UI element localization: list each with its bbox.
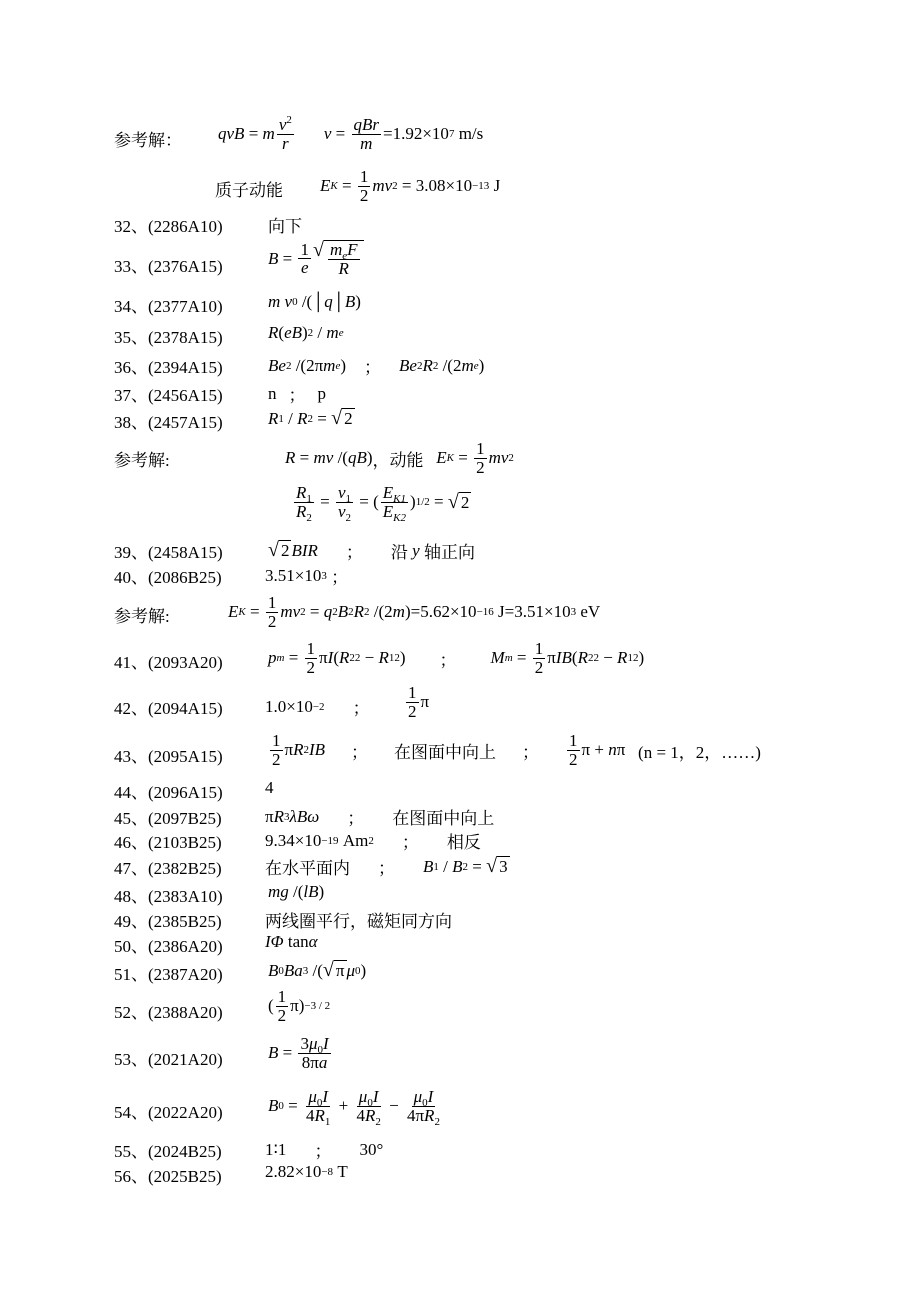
v-value: =1.92×10 xyxy=(383,124,449,144)
proton-ke-label: 质子动能 xyxy=(215,181,283,200)
item-label: 43、(2095A15) xyxy=(114,747,223,766)
formula-ratio: $\frac{R_1}{R_2}$ = $\frac{v_1}{v_2}$ = ( $\frac{E_{K1}}{E_{K2}}$ ) 1/2 = √ 2 xyxy=(296,483,470,524)
item-label: 42、(2094A15) xyxy=(114,699,223,718)
formula-ek: E K = $\frac{1}{2}$ mv 2 = 3.08×10 −13 J xyxy=(320,167,501,205)
item-label: 46、(2103B25) xyxy=(114,833,222,852)
item-answer: π R 3 λBω ； 在图面中向上 xyxy=(265,806,495,828)
item-answer: 3.51×10 3 ； xyxy=(265,565,349,587)
item-label: 35、(2378A15) xyxy=(114,328,223,347)
item-answer: p m = $\frac{1}{2}$ π I ( R 2 2 − R 1 2 ) ； M m = $\frac{1}{2}$ π IB ( R 2 2 − R 1 2 ) xyxy=(268,639,645,677)
item-label: 50、(2386A20) xyxy=(114,937,223,956)
item-answer: 9.34×10 −19 Am 2 ； 相反 xyxy=(265,830,481,852)
item-answer: √ 2 BIR ； 沿 y 轴正向 xyxy=(268,539,475,562)
item-answer: n ； p xyxy=(268,383,326,405)
item-answer: m v 0 /(│ q │ B ) xyxy=(268,292,361,311)
item-label: 37、(2456A15) xyxy=(114,386,223,405)
ref-label: 参考解: xyxy=(114,607,170,626)
item-label: 51、(2387A20) xyxy=(114,965,223,984)
formula-ek2: E K = $\frac{1}{2}$ mv 2 = q 2 B 2 R 2 /(2 m ) =5.62×10 −16 J=3.51×10 3 eV xyxy=(228,593,601,631)
item-answer: Be 2 /(2π m e ) ； Be 2 R 2 /(2 m e ) xyxy=(268,355,485,377)
item-answer: 1∶1 ； 30° xyxy=(265,1139,384,1161)
item-label: 39、(2458A15) xyxy=(114,543,223,562)
item-label: 56、(2025B25) xyxy=(114,1167,222,1186)
item-label: 32、(2286A10) xyxy=(114,217,223,236)
item-label: 55、(2024B25) xyxy=(114,1142,222,1161)
formula-qvb: qvB = m $\frac{v^2}{r}$ v = $\frac{\text{qBr}}{m}$ =1.92×10 7 m/s xyxy=(218,114,484,153)
item-label: 44、(2096A15) xyxy=(114,783,223,802)
item-label: 34、(2377A10) xyxy=(114,297,223,316)
ref-label: 参考解： xyxy=(114,131,182,150)
item-answer: B = $\frac{1}{e}$ √ $\frac{m_eF}{R}$ xyxy=(268,240,364,278)
item-answer: B 0 Ba 3 /( √ π μ 0 ) xyxy=(268,959,367,981)
item-label: 54、(2022A20) xyxy=(114,1103,223,1122)
ref-label: 参考解: xyxy=(114,451,170,470)
item-answer: B 0 = $\frac{\mu_0I}{4R_1}$ + $\frac{\mu_0I}{4R_2}$ − $\frac{\mu_0I}{4\pi R_2}$ xyxy=(268,1087,440,1128)
item-answer: B = $\frac{3\mu_0I}{8\pi a}$ xyxy=(268,1034,329,1072)
item-answer: mg /( lB ) xyxy=(268,882,325,901)
formula-r: R = mv /( qB ) ，动能 E K = $\frac{1}{2}$ mv 2 xyxy=(285,439,514,477)
item-answer-2: $\frac{1}{2}$ π xyxy=(408,683,430,721)
item-label: 33、(2376A15) xyxy=(114,257,223,276)
item-answer: R ( eB ) 2 / m e xyxy=(268,323,344,342)
item-answer: R 1 / R 2 = √ 2 xyxy=(268,407,353,429)
item-answer: 向下 xyxy=(268,217,302,236)
item-label: 49、(2385B25) xyxy=(114,912,222,931)
item-answer: 2.82×10 −8 T xyxy=(265,1162,348,1181)
item-label: 45、(2097B25) xyxy=(114,809,222,828)
item-label: 40、(2086B25) xyxy=(114,568,222,587)
item-label: 36、(2394A15) xyxy=(114,358,223,377)
item-label: 52、(2388A20) xyxy=(114,1003,223,1022)
item-answer: 在水平面内 ； B 1 / B 2 = √ 3 xyxy=(265,855,508,878)
item-label: 53、(2021A20) xyxy=(114,1050,223,1069)
item-label: 41、(2093A20) xyxy=(114,653,223,672)
item-label: 47、(2382B25) xyxy=(114,859,222,878)
item-answer: 1.0×10 −2 ； xyxy=(265,696,370,718)
item-answer: $\frac{1}{2}$ π R 2 IB ； 在图面中向上 ； $\frac{1}{2}$ π + n π (n = 1，2，……) xyxy=(272,731,761,769)
item-answer: 4 xyxy=(265,778,274,797)
item-answer: 两线圈平行，磁矩同方向 xyxy=(265,912,452,931)
item-answer: IΦ tan α xyxy=(265,932,318,951)
item-label: 38、(2457A15) xyxy=(114,413,223,432)
item-answer: ( $\frac{1}{2}$ π) −3 / 2 xyxy=(268,987,331,1025)
item-label: 48、(2383A10) xyxy=(114,887,223,906)
